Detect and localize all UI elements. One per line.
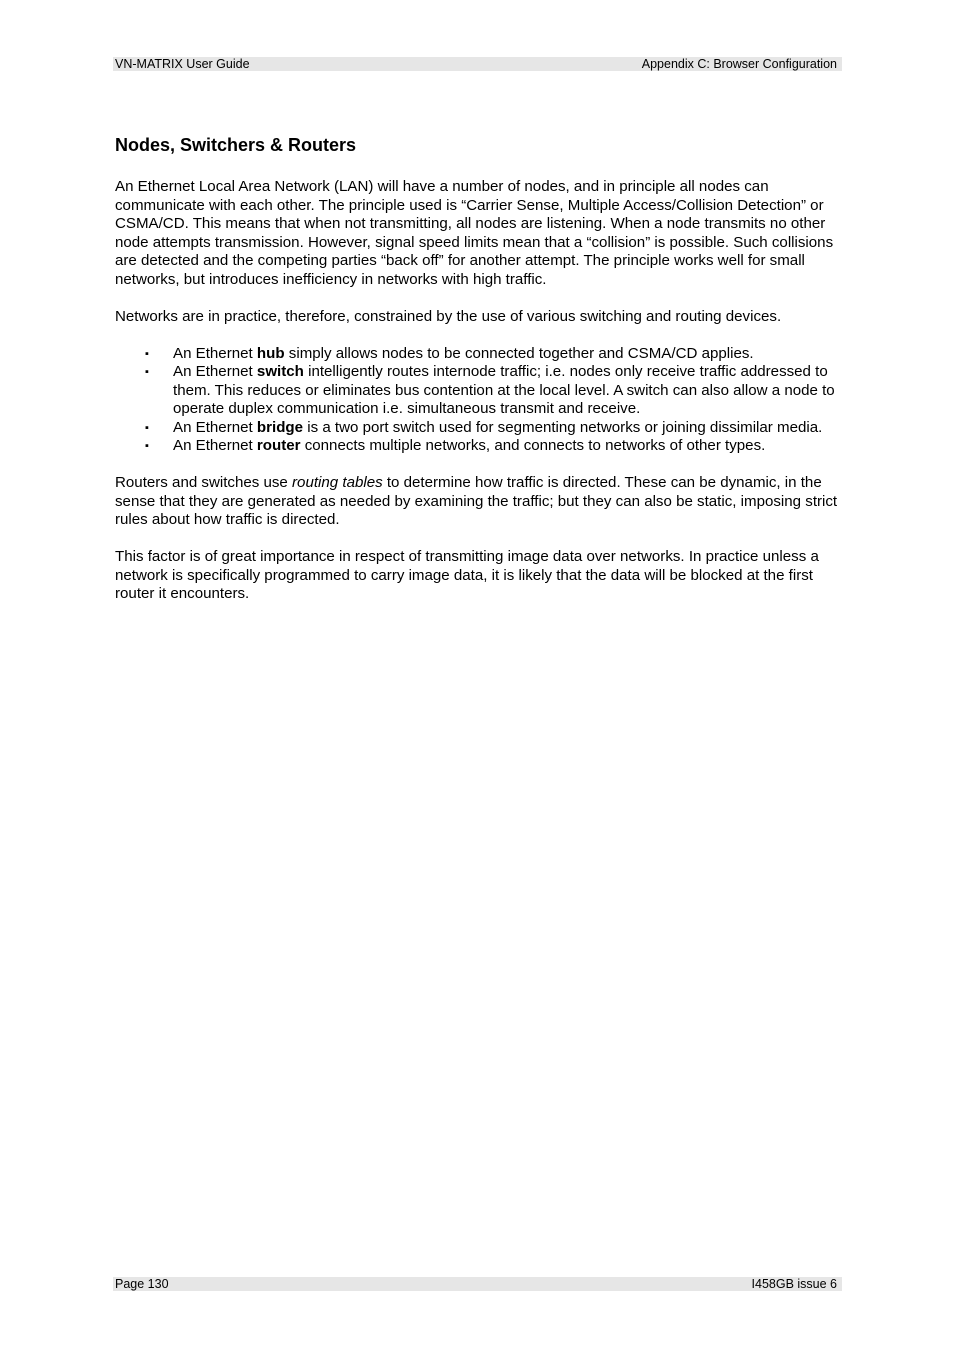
- bullet-marker: ▪: [145, 366, 149, 378]
- paragraph-constraints: Networks are in practice, therefore, constrained by the use of various switching and routing devices.: [115, 307, 782, 325]
- footer-page-number: Page 130: [115, 1277, 169, 1291]
- bullet-marker: ▪: [145, 440, 149, 452]
- page-content: [115, 134, 840, 622]
- section-heading: Nodes, Switchers & Routers: [115, 135, 357, 155]
- list-item-router: ▪ An Ethernet router connects multiple networks, and connects to networks of other types.: [145, 437, 766, 454]
- list-item-switch: ▪ An Ethernet switch intelligently routes internode traffic; i.e. nodes only receive traffic addressed to them. This reduces or eliminates bus contention at the local level. A switch can also allow a node to operate duplex communication i.e. simultaneous transmit and receive.: [145, 363, 835, 417]
- term-switch: switch: [256, 363, 304, 380]
- header-document-title: VN-MATRIX User Guide: [115, 57, 250, 71]
- paragraph-routing-tables: Routers and switches use routing tables to determine how traffic is directed. These can be dynamic, in the sense that they are generated as needed by examining the traffic; but they can also be static, imposing strict rules about how traffic is directed.: [115, 474, 838, 528]
- list-item-bridge: ▪ An Ethernet bridge is a two port switch used for segmenting networks or joining dissimilar media.: [145, 418, 823, 436]
- footer-document-issue: I458GB issue 6: [751, 1277, 837, 1291]
- term-bridge: bridge: [256, 418, 304, 436]
- term-routing-tables: routing tables: [292, 474, 383, 491]
- paragraph-lan-intro: An Ethernet Local Area Network (LAN) will have a number of nodes, and in principle all nodes can communicate with each other. The principle used is “Carrier Sense, Multiple Access/Collision Detection” or CSMA/CD. This means that when not transmitting, all nodes are listening. When a node transmits no other node attempts transmission. However, signal speed limits mean that a “collision” is possible. Such collisions are detected and the competing parties “back off” for another attempt. The principle works well for small networks, but introduces inefficiency in networks with high traffic.: [115, 178, 834, 288]
- header-section-title: Appendix C: Browser Configuration: [641, 57, 837, 71]
- bullet-marker: ▪: [145, 421, 149, 434]
- term-router: router: [256, 437, 301, 454]
- bullet-marker: ▪: [145, 347, 149, 360]
- page-footer: [113, 1277, 842, 1291]
- device-list: [115, 345, 840, 456]
- list-item-hub: ▪ An Ethernet hub simply allows nodes to be connected together and CSMA/CD applies.: [145, 344, 754, 362]
- paragraph-image-data: This factor is of great importance in respect of transmitting image data over networks. In practice unless a network is specifically programmed to carry image data, it is likely that the data will be blocked at the first router it encounters.: [115, 548, 819, 602]
- term-hub: hub: [256, 344, 285, 362]
- page-header: [113, 57, 842, 71]
